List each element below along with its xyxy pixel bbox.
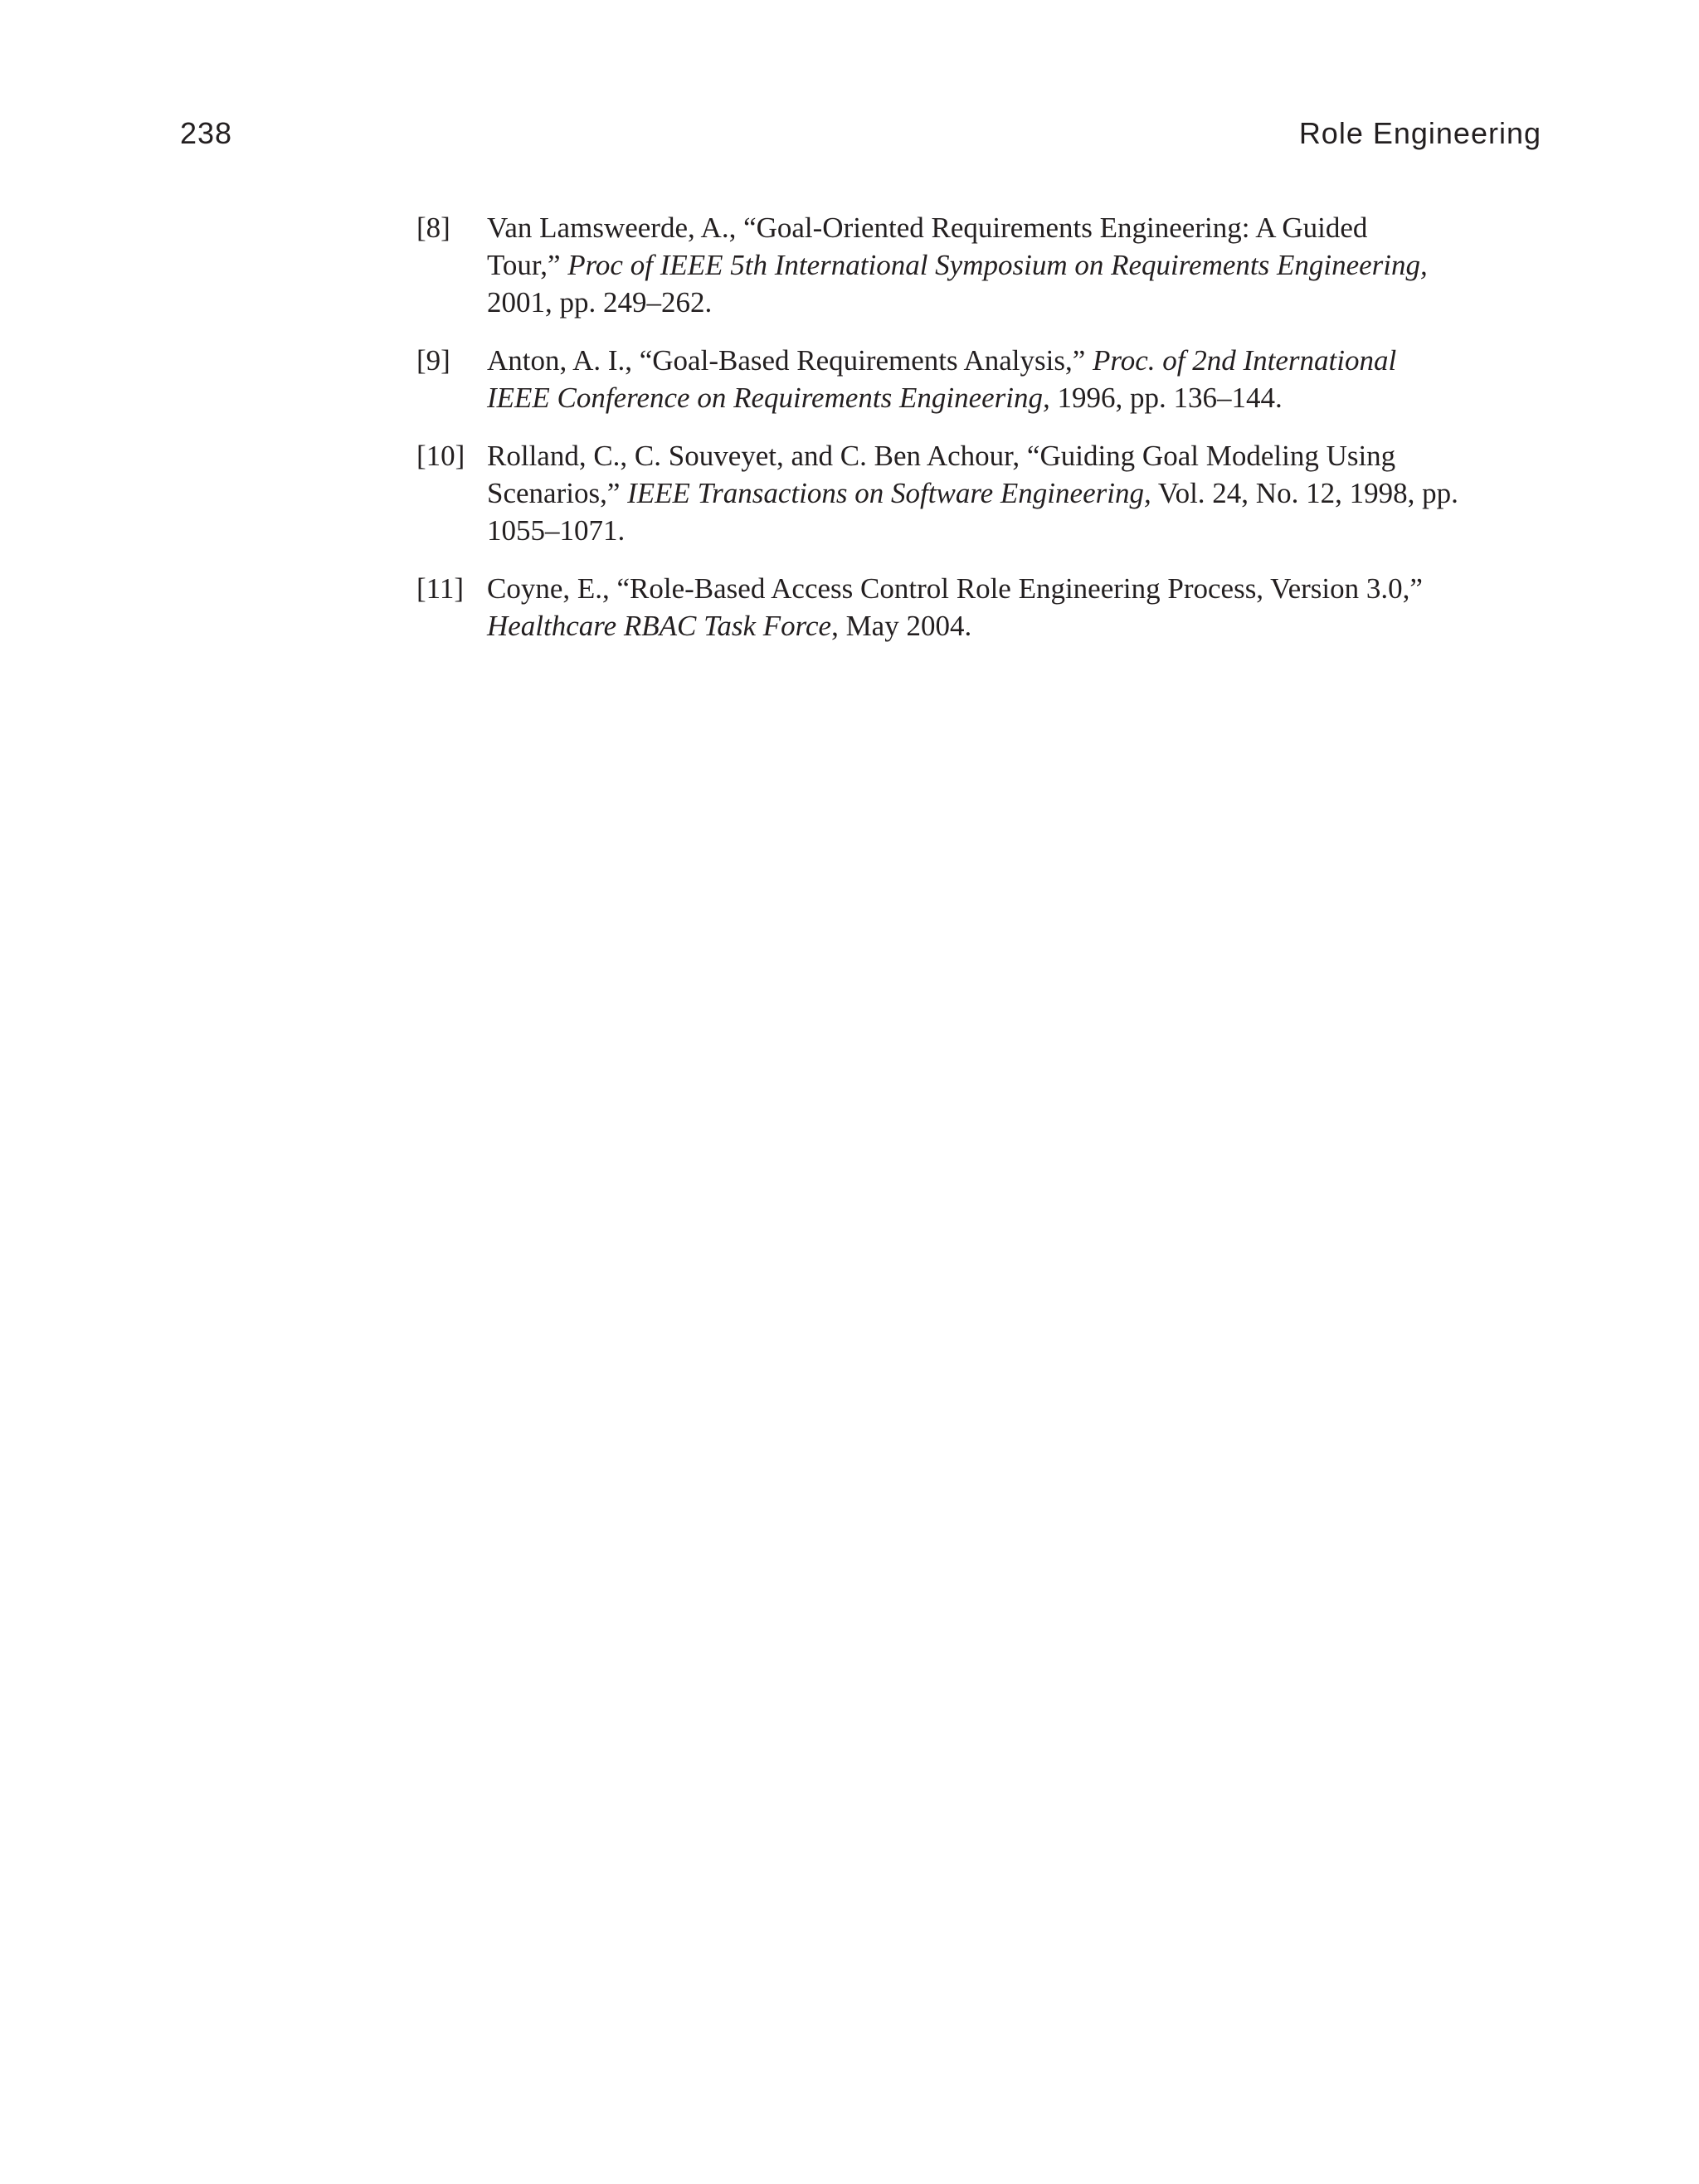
reference-number: [10] — [416, 440, 465, 472]
reference-text: Van Lamsweerde, A., “Goal-Oriented Requirements Engineering: A Guided — [487, 212, 1368, 244]
reference-text: 2001, pp. 249–262. — [487, 286, 713, 319]
reference-number: [8] — [416, 212, 450, 244]
reference-source: IEEE Conference on Requirements Engineering, — [487, 382, 1050, 414]
reference-text: , May 2004. — [831, 610, 972, 642]
reference-text: Vol. 24, No. 12, 1998, pp. — [1151, 477, 1458, 509]
reference-8 — [416, 209, 1553, 321]
reference-text: Tour,” — [487, 249, 568, 281]
reference-source: Healthcare RBAC Task Force — [487, 610, 832, 642]
reference-11 — [416, 570, 1553, 644]
reference-text: 1055–1071. — [487, 514, 626, 547]
reference-text: Scenarios,” — [487, 477, 628, 509]
reference-10 — [416, 437, 1553, 549]
reference-text: 1996, pp. 136–144. — [1049, 382, 1283, 414]
reference-9 — [416, 342, 1553, 416]
running-title: Role Engineering — [1298, 116, 1541, 150]
reference-source: Proc. of 2nd International — [1093, 344, 1397, 377]
reference-source: Proc of IEEE 5th International Symposium on Requirements Engineering, — [567, 249, 1428, 281]
reference-number: [9] — [416, 344, 450, 377]
reference-text: Anton, A. I., “Goal-Based Requirements Analysis,” — [487, 344, 1093, 377]
reference-number: [11] — [416, 572, 465, 605]
reference-list — [416, 209, 1553, 665]
reference-text: Rolland, C., C. Souveyet, and C. Ben Achour, “Guiding Goal Modeling Using — [487, 440, 1396, 472]
reference-source: IEEE Transactions on Software Engineering, — [627, 477, 1151, 509]
reference-text: Coyne, E., “Role-Based Access Control Role Engineering Process, Version 3.0,” — [487, 572, 1423, 605]
page-number: 238 — [180, 116, 233, 150]
